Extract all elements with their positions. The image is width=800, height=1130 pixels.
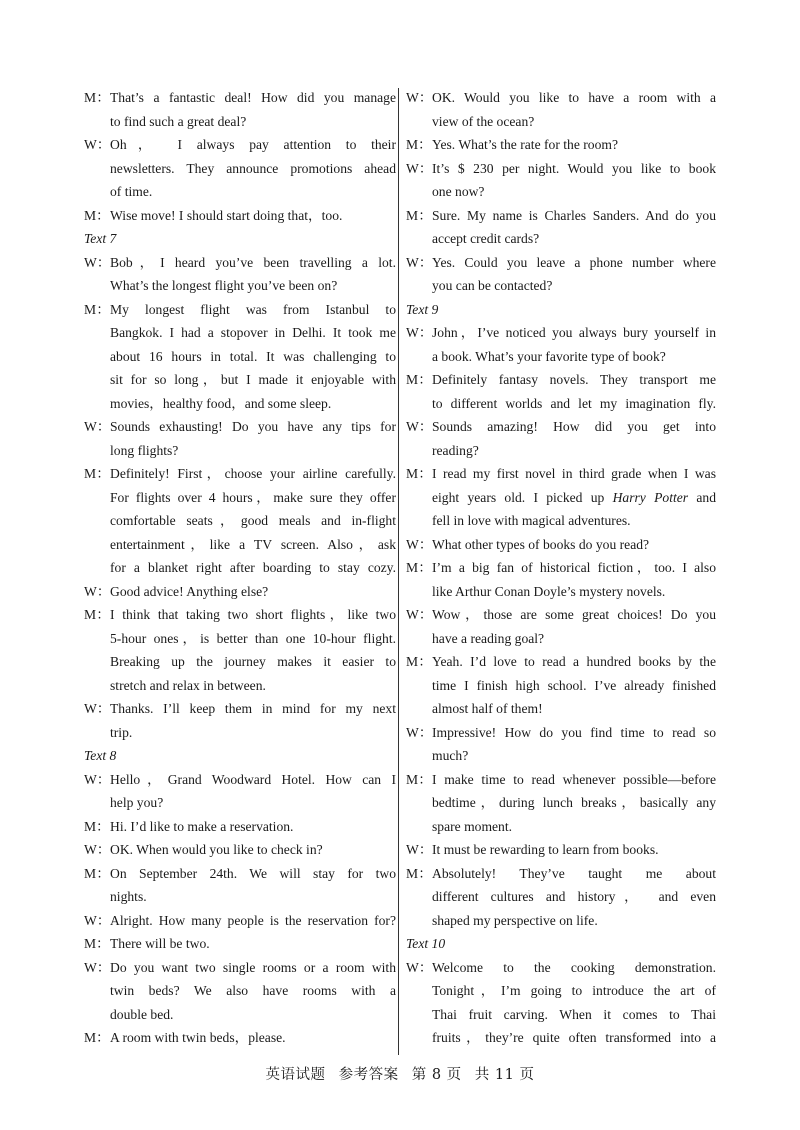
dialogue-continuation: almost half of them!	[432, 701, 543, 716]
dialogue-line	[406, 838, 716, 862]
dialogue-text: Absolutely! They’ve taught me about	[432, 865, 716, 881]
dialogue-text: That’s a fantastic deal! How did you manage	[110, 90, 396, 105]
dialogue-line	[406, 157, 716, 181]
dialogue-text: I make time to read whenever possible—before	[432, 771, 716, 787]
dialogue-line	[406, 768, 716, 792]
dialogue-line	[406, 204, 716, 228]
speaker-label: W：	[406, 419, 433, 434]
footer-answer-key: 参考答案	[338, 1067, 399, 1083]
dialogue-line	[406, 533, 716, 557]
dialogue-continuation: trip.	[110, 724, 133, 740]
dialogue-text: It must be rewarding to learn from books.	[432, 842, 659, 857]
dialogue-continuation: twin beds? We also have rooms with a	[110, 983, 396, 998]
section-heading: Text 9	[406, 301, 439, 317]
dialogue-line	[406, 862, 716, 886]
speaker-label: M：	[84, 936, 110, 951]
dialogue-continuation: 5-hour ones，is better than one 10-hour flight.	[110, 630, 396, 646]
dialogue-text: Bob，I heard you’ve been travelling a lot.	[110, 254, 396, 270]
dialogue-text: Wow，those are some great choices! Do you	[432, 607, 716, 622]
dialogue-text: What other types of books do you read?	[432, 536, 650, 552]
speaker-label: W：	[84, 419, 111, 434]
dialogue-text: Hi. I’d like to make a reservation.	[110, 818, 294, 834]
dialogue-line	[406, 556, 716, 580]
dialogue-line	[84, 862, 396, 886]
speaker-label: M：	[406, 207, 432, 223]
dialogue-line	[406, 956, 716, 980]
dialogue-continuation: have a reading goal?	[432, 630, 545, 646]
dialogue-continuation: for a blanket right after boarding to stay cozy.	[110, 560, 396, 575]
dialogue-line	[406, 133, 716, 157]
dialogue-text: Thanks. I’ll keep them in mind for my next	[110, 701, 396, 716]
dialogue-text: On September 24th. We will stay for two	[110, 865, 396, 881]
dialogue-line	[84, 815, 396, 839]
dialogue-continuation: like Arthur Conan Doyle’s mystery novels.	[432, 583, 666, 599]
dialogue-line	[406, 251, 716, 275]
speaker-label: M：	[84, 90, 110, 105]
speaker-label: M：	[84, 865, 110, 881]
dialogue-continuation: entertainment，like a TV screen. Also，ask	[110, 536, 396, 552]
speaker-label: W：	[406, 160, 433, 176]
dialogue-line	[84, 932, 396, 956]
dialogue-continuation: stretch and relax in between.	[110, 677, 266, 693]
left-column	[84, 86, 396, 1050]
dialogue-line	[84, 580, 396, 604]
section-heading: Text 8	[84, 748, 117, 763]
dialogue-continuation: to find such a great deal?	[110, 113, 247, 129]
dialogue-line	[84, 1026, 396, 1050]
book-title: Harry Potter	[612, 489, 689, 505]
dialogue-line	[406, 86, 716, 110]
dialogue-text: Wise move! I should start doing that，too.	[110, 207, 343, 223]
dialogue-continuation: reading?	[432, 442, 479, 458]
dialogue-continuation: nights.	[110, 889, 147, 904]
speaker-label: M：	[84, 301, 110, 317]
dialogue-continuation: sit for so long，but I made it enjoyable with	[110, 372, 396, 387]
speaker-label: W：	[84, 959, 111, 975]
dialogue-line	[406, 603, 716, 627]
speaker-label: M：	[406, 466, 432, 481]
dialogue-continuation: you can be contacted?	[432, 278, 553, 293]
dialogue-continuation: view of the ocean?	[432, 113, 535, 129]
dialogue-continuation: comfortable seats，good meals and in-flight	[110, 513, 396, 528]
dialogue-text: It’s $ 230 per night. Would you like to book	[432, 160, 716, 176]
dialogue-continuation: Tonight，I’m going to introduce the art of	[432, 983, 716, 998]
dialogue-text: Do you want two single rooms or a room with	[110, 959, 396, 975]
dialogue-text: Hello，Grand Woodward Hotel. How can I	[110, 771, 396, 787]
dialogue-continuation: different cultures and history， and even	[432, 889, 716, 904]
section-heading: Text 7	[84, 231, 117, 246]
dialogue-line	[406, 321, 716, 345]
speaker-label: M：	[84, 607, 110, 622]
dialogue-line	[406, 721, 716, 745]
dialogue-text: My longest flight was from Istanbul to	[110, 301, 396, 317]
dialogue-text: Sure. My name is Charles Sanders. And do you	[432, 207, 716, 223]
column-divider	[398, 88, 399, 1055]
dialogue-continuation: double bed.	[110, 1006, 174, 1022]
speaker-label: W：	[406, 536, 433, 552]
speaker-label: W：	[406, 607, 433, 622]
speaker-label: M：	[406, 137, 432, 152]
dialogue-text: A room with twin beds，please.	[110, 1030, 286, 1045]
dialogue-continuation: accept credit cards?	[432, 231, 540, 246]
speaker-label: W：	[406, 90, 433, 105]
dialogue-line	[406, 650, 716, 674]
dialogue-text: Good advice! Anything else?	[110, 583, 269, 599]
dialogue-continuation: about 16 hours in total. It was challenging to	[110, 348, 396, 364]
dialogue-line	[84, 768, 396, 792]
dialogue-continuation: newsletters. They announce promotions ahead	[110, 160, 396, 176]
speaker-label: W：	[84, 254, 111, 270]
dialogue-continuation: For flights over 4 hours，make sure they offer	[110, 489, 396, 505]
footer-subject: 英语试题	[265, 1067, 326, 1083]
speaker-label: W：	[406, 254, 433, 270]
dialogue-line	[84, 838, 396, 862]
dialogue-continuation: spare moment.	[432, 818, 513, 834]
dialogue-line	[84, 956, 396, 980]
dialogue-text: I’m a big fan of historical fiction，too. I also	[432, 560, 716, 575]
speaker-label: M：	[84, 1030, 110, 1045]
dialogue-line	[406, 368, 716, 392]
speaker-label: W：	[84, 842, 111, 857]
dialogue-line	[84, 415, 396, 439]
page-footer	[0, 1063, 800, 1084]
speaker-label: M：	[406, 560, 432, 575]
dialogue-continuation: fruits，they’re quite often transformed into a	[432, 1030, 716, 1045]
footer-page-number: 第 8 页	[411, 1067, 462, 1083]
dialogue-text: Sounds amazing! How did you get into	[432, 419, 716, 434]
dialogue-continuation: shaped my perspective on life.	[432, 912, 598, 928]
dialogue-text: Yes. Could you leave a phone number where	[432, 254, 716, 270]
dialogue-continuation: one now?	[432, 184, 485, 199]
dialogue-line	[84, 909, 396, 933]
dialogue-continuation: of time.	[110, 184, 153, 199]
dialogue-continuation: Bangkok. I had a stopover in Delhi. It took me	[110, 325, 396, 340]
dialogue-text: OK. When would you like to check in?	[110, 842, 323, 857]
dialogue-text: Oh， I always pay attention to their	[110, 137, 396, 152]
dialogue-continuation: help you?	[110, 795, 164, 810]
dialogue-continuation: movies，healthy food，and some sleep.	[110, 395, 332, 411]
speaker-label: W：	[84, 771, 111, 787]
dialogue-continuation: time I finish high school. I’ve already finished	[432, 677, 716, 693]
dialogue-continuation: fell in love with magical adventures.	[432, 513, 631, 528]
speaker-label: M：	[406, 771, 432, 787]
dialogue-text: I read my first novel in third grade when I was	[432, 466, 716, 481]
dialogue-text: Welcome to the cooking demonstration.	[432, 959, 716, 975]
speaker-label: M：	[84, 466, 110, 481]
dialogue-text: Yeah. I’d love to read a hundred books by the	[432, 654, 716, 669]
dialogue-text: OK. Would you like to have a room with a	[432, 90, 716, 105]
dialogue-text: Yes. What’s the rate for the room?	[432, 137, 618, 152]
dialogue-text: I think that taking two short flights，like two	[110, 607, 396, 622]
dialogue-line	[84, 697, 396, 721]
speaker-label: W：	[84, 701, 111, 716]
speaker-label: M：	[406, 865, 432, 881]
dialogue-line	[406, 462, 716, 486]
dialogue-continuation: a book. What’s your favorite type of book?	[432, 348, 666, 364]
dialogue-line	[84, 298, 396, 322]
footer-total-pages: 共 11 页	[474, 1067, 535, 1083]
dialogue-text: Sounds exhausting! Do you have any tips for	[110, 419, 396, 434]
dialogue-text: Impressive! How do you find time to read so	[432, 724, 716, 740]
speaker-label: W：	[406, 842, 433, 857]
speaker-label: W：	[406, 325, 433, 340]
dialogue-text: Alright. How many people is the reservation for?	[110, 912, 396, 928]
dialogue-continuation: What’s the longest flight you’ve been on?	[110, 278, 338, 293]
speaker-label: M：	[84, 818, 110, 834]
dialogue-continuation: Thai fruit carving. When it comes to Thai	[432, 1006, 716, 1022]
speaker-label: W：	[84, 583, 111, 599]
dialogue-text: There will be two.	[110, 936, 210, 951]
dialogue-text: John，I’ve noticed you always bury yourself in	[432, 325, 716, 340]
right-column	[406, 86, 716, 1050]
speaker-label: W：	[84, 137, 111, 152]
dialogue-line	[84, 204, 396, 228]
section-heading: Text 10	[406, 936, 446, 951]
dialogue-line	[84, 86, 396, 110]
dialogue-continuation: eight years old. I picked up Harry Potter and	[432, 489, 716, 505]
dialogue-line	[84, 133, 396, 157]
speaker-label: M：	[406, 372, 432, 387]
dialogue-line	[406, 415, 716, 439]
dialogue-line	[84, 603, 396, 627]
speaker-label: W：	[406, 724, 433, 740]
dialogue-text: Definitely! First，choose your airline carefully.	[110, 466, 396, 481]
speaker-label: M：	[406, 654, 432, 669]
speaker-label: W：	[406, 959, 433, 975]
speaker-label: M：	[84, 207, 110, 223]
dialogue-line	[84, 251, 396, 275]
dialogue-continuation: long flights?	[110, 442, 179, 458]
dialogue-continuation: Breaking up the journey makes it easier to	[110, 654, 396, 669]
speaker-label: W：	[84, 912, 111, 928]
dialogue-continuation: to different worlds and let my imagination fly.	[432, 395, 716, 411]
dialogue-line	[84, 462, 396, 486]
dialogue-text: Definitely fantasy novels. They transport me	[432, 372, 716, 387]
dialogue-continuation: much?	[432, 748, 469, 763]
dialogue-continuation: bedtime，during lunch breaks，basically any	[432, 795, 716, 810]
